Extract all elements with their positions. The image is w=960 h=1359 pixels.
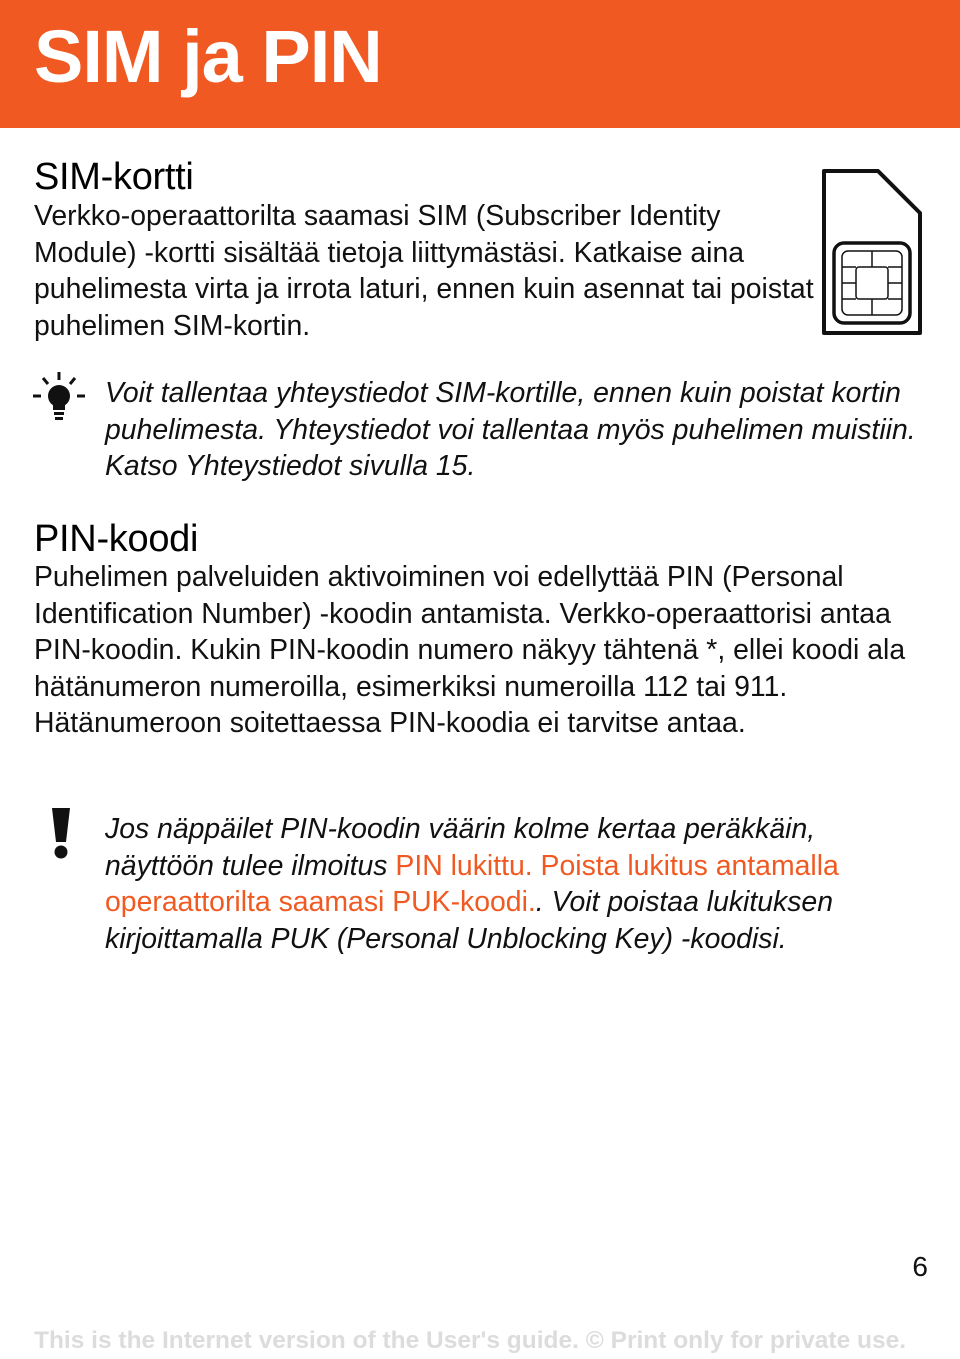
sim-section-heading: SIM-kortti [34,156,194,198]
exclamation-icon [50,806,72,860]
pin-warning-text-before: Jos näppäilet PIN-koodin väärin kolme kertaa peräkkäin, näyttöön tulee ilmoitus [105,813,816,882]
sim-card-icon [820,167,924,337]
pin-section-paragraph: Puhelimen palveluiden aktivoiminen voi edellyttää PIN (Personal Identification Number) -koodin antamista. Verkko-operaattorisi antaa PIN-koodin. Kukin PIN-koodin numero näkyy tähtenä *, ellei koodi ala hätänumeron numeroilla, esimerkiksi numeroilla 112 tai 911. Hätänumeroon soitettaessa PIN-koodia ei tarvitse antaa. [34,561,906,740]
pin-warning-text-after: . Voit poistaa lukituksen kirjoittamalla PUK (Personal Unblocking Key) -koodisi. [105,886,834,955]
footer-disclaimer: This is the Internet version of the User's guide. © Print only for private use. [34,1327,907,1354]
pin-warning-text [105,811,915,957]
lightbulb-icon [31,370,87,422]
page-title: SIM ja PIN [34,15,382,98]
page-number: 6 [912,1251,928,1282]
pin-locked-message: PIN lukittu. Poista lukitus antamalla operaattorilta saamasi PUK-koodi. [105,849,839,919]
sim-section-paragraph: Verkko-operaattorilta saamasi SIM (Subscriber Identity Module) -kortti sisältää tietoja liittymästäsi. Katkaise aina puhelimesta virta ja irrota laturi, ennen kuin asennat tai poistat puhelimen SIM-kortin. [34,200,814,342]
pin-section-heading: PIN-koodi [34,518,199,560]
sim-tip-text: Voit tallentaa yhteystiedot SIM-kortille, ennen kuin poistat kortin puhelimesta. Yhteystiedot voi tallentaa myös puhelimen muistiin. Katso Yhteystiedot sivulla 15. [105,377,916,483]
